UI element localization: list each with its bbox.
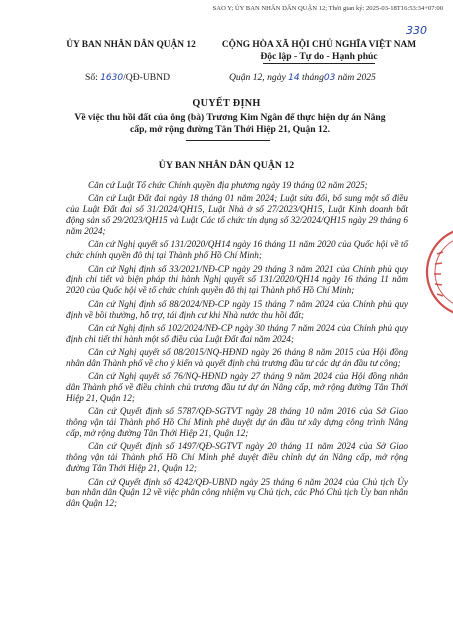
legal-basis-paragraph: Căn cứ Quyết định số 4242/QĐ-UBND ngày 25 tháng 6 năm 2024 của Chủ tịch Ủy ban nhân dân Quận 12 về việc phân công nhiệm vụ Chủ tịch, các Phó Chủ tịch Ủy ban nhân dân Quận 12;: [66, 476, 408, 509]
red-seal-stamp-edge: [423, 224, 453, 320]
seal-graphic: [423, 224, 453, 320]
document-number: [85, 72, 170, 83]
legal-basis-paragraph: Căn cứ Luật Đất đai ngày 18 tháng 01 năm 2024; Luật sửa đổi, bổ sung một số điều của Luật Đất đai số 31/2024/QH15, Luật Nhà ở số 27/2023/QH15, Luật Kinh doanh bất động sản số 29/2023/QH15 và Luật Các tổ chức tín dụng số 32/2024/QH15 ngày 29 tháng 6 năm 2024;: [66, 193, 408, 237]
legal-basis-paragraph: Căn cứ Nghị quyết số 76/NQ-HĐND ngày 27 tháng 9 năm 2024 của Hội đồng nhân dân Thành phố về điều chỉnh chủ trương đầu tư dự án Nâng cấp, mở rộng đường Tân Thới Hiệp 21, Quận 12;: [66, 371, 408, 404]
number-suffix: /QĐ-UBND: [123, 72, 171, 83]
legal-basis-paragraph: Căn cứ Nghị định số 33/2021/NĐ-CP ngày 29 tháng 3 năm 2021 của Chính phủ quy định chi tiết và biện pháp thi hành Nghị quyết số 131/2020/QH14 ngày 16 tháng 11 năm 2020 của Quốc hội về tổ chức chính quyền đô thị tại Thành phố Hồ Chí Minh;: [66, 263, 408, 296]
national-motto: Độc lập - Tự do - Hạnh phúc: [260, 51, 378, 62]
legal-basis-paragraph: Căn cứ Quyết định số 5787/QĐ-SGTVT ngày 28 tháng 10 năm 2016 của Sở Giao thông vận tải Thành phố Hồ Chí Minh phê duyệt dự án đầu tư xây dựng công trình Nâng cấp, mở rộng đường Tân Thới Hiệp 21, Quận 12;: [66, 406, 408, 439]
legal-basis-paragraph: Căn cứ Nghị quyết số 131/2020/QH14 ngày 16 tháng 11 năm 2020 của Quốc hội về tổ chức chính quyền đô thị tại Thành phố Hồ Chí Minh;: [66, 239, 408, 261]
legal-basis-paragraph: Căn cứ Luật Tổ chức Chính quyền địa phương ngày 19 tháng 02 năm 2025;: [88, 180, 368, 190]
document-subject: Về việc thu hồi đất của ông (bà) Trương Kim Ngân để thực hiện dự án Nâng cấp, mở rộng đường Tân Thới Hiệp 21, Quận 12.: [74, 112, 386, 135]
country-name: CỘNG HÒA XÃ HỘI CHỦ NGHĨA VIỆT NAM: [221, 40, 417, 50]
subject-underline: [186, 140, 270, 141]
date-month: 03: [323, 73, 336, 83]
digital-copy-stamp: SAO Y; ỦY BAN NHÂN DÂN QUẬN 12; Thời gian ký: 2025-03-18T16:53:34+07:00: [212, 5, 443, 12]
document-date: [229, 72, 376, 83]
legal-basis-paragraph: Căn cứ Nghị định số 102/2024/NĐ-CP ngày 30 tháng 7 năm 2024 của Chính phủ quy định chi tiết thi hành một số điều của Luật Đất đai năm 2024;: [66, 322, 408, 344]
number-prefix: Số:: [85, 72, 101, 83]
issuing-agency: ỦY BAN NHÂN DÂN QUẬN 12: [66, 40, 196, 50]
date-day: 14: [288, 73, 300, 83]
motto-underline: [263, 63, 375, 64]
document-title: QUYẾT ĐỊNH: [192, 98, 261, 109]
legal-basis-paragraph: Căn cứ Nghị định số 88/2024/NĐ-CP ngày 15 tháng 7 năm 2024 của Chính phủ quy định về bồi thường, hỗ trợ, tái định cư khi Nhà nước thu hồi đất;: [66, 298, 408, 320]
date-prefix: Quận 12, ngày: [229, 72, 289, 83]
date-middle: tháng: [299, 72, 324, 83]
national-heading: [208, 40, 430, 64]
date-suffix: năm 2025: [335, 72, 376, 83]
legal-basis-paragraph: Căn cứ Quyết định số 1497/QĐ-SGTVT ngày 20 tháng 11 năm 2024 của Sở Giao thông vận tải Thành phố Hồ Chí Minh phê duyệt điều chỉnh dự án Nâng cấp, mở rộng đường Tân Thới Hiệp 21, Quận 12;: [66, 441, 408, 474]
legal-basis-list: [66, 180, 408, 512]
legal-basis-paragraph: Căn cứ Nghị quyết số 08/2015/NQ-HĐND ngày 26 tháng 8 năm 2015 của Hội đồng nhân dân Thành phố về cho ý kiến và quyết định chủ trương đầu tư các dự án đầu tư công;: [66, 347, 408, 368]
issuer-heading: ỦY BAN NHÂN DÂN QUẬN 12: [158, 160, 295, 171]
number-handwritten: 1630: [100, 73, 124, 83]
handwritten-page-number: 330: [406, 24, 427, 37]
